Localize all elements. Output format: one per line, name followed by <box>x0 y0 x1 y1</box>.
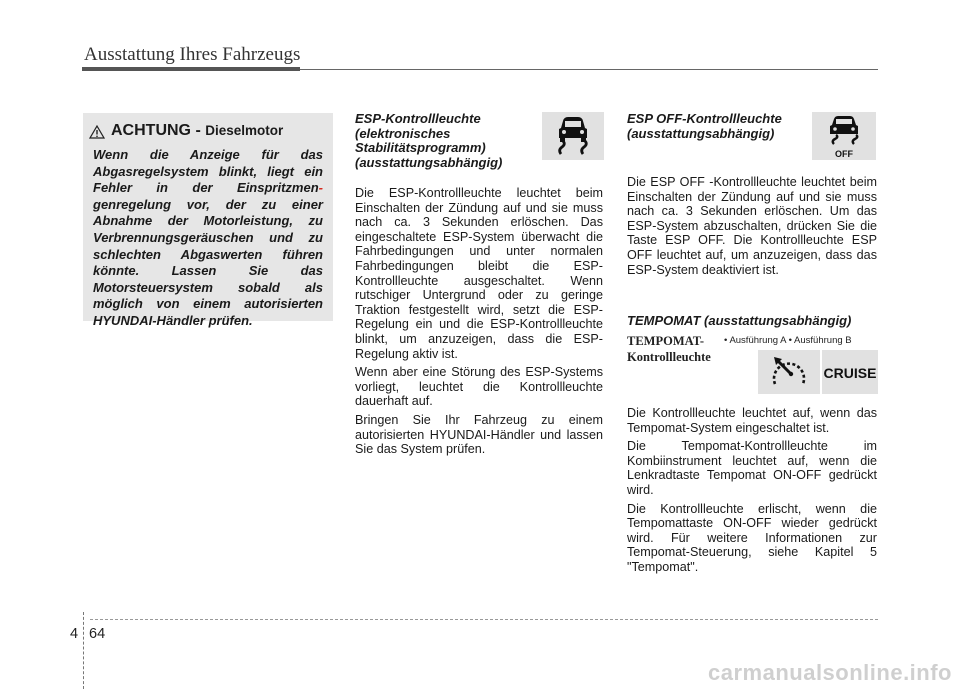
cruise-icon <box>822 350 878 394</box>
section-number: 4 <box>70 626 79 642</box>
speedometer-icon <box>758 350 820 394</box>
esp-heading-line3: Stabilitätsprogramm) <box>355 140 486 156</box>
caution-title-sub: Dieselmotor <box>205 123 284 138</box>
caution-text-part2: genregelung vor, der zu einer Abnahme der Motorleistung, zu Verbrennungsgeräuschen und zu schlechten Abgaswerten führen könnte. Lassen Sie das Motorsteuersystem sobald als möglich von einem autorisierten HYUNDAI-Händler prüfen. <box>93 196 323 328</box>
header-rule-thin <box>300 69 878 70</box>
caution-title-main: ACHTUNG - <box>111 122 206 139</box>
esp-heading-line4: (ausstattungsabhängig) <box>355 154 503 170</box>
caution-title <box>111 122 283 140</box>
tempomat-paragraph-2: Die Tempomat-Kontrollleuchte im Kombiinstrument leuchtet auf, wenn die Lenkradtaste Tempomat ON-OFF gedrückt wird. <box>627 439 877 497</box>
esp-paragraph-2: Wenn aber eine Störung des ESP-Systems vorliegt, leuchtet die Kontrollleuchte dauerhaft auf. <box>355 365 603 409</box>
tempomat-paragraph-1: Die Kontrollleuchte leuchtet auf, wenn das Tempomat-System eingeschaltet ist. <box>627 406 877 435</box>
caution-text <box>93 147 323 330</box>
caution-hyphen: - <box>318 180 323 196</box>
esp-paragraph-1: Die ESP-Kontrollleuchte leuchtet beim Einschalten der Zündung auf und sie muss nach ca. 3 Sekunden erlöschen. Das eingeschaltete ESP-System überwacht die Fahrbedingungen und unter normalen Fahrbedingungen bleibt die ESP-Kontrollleuchte ausgeschaltet. Wenn rutschiger Untergrund oder zu geringe Traktion festgestellt wird, setzt die ESP-Regelung ein und die ESP-Kontrollleuchte blinkt, um anzuzeigen, dass die ESP-Regelung aktiv ist. <box>355 186 603 361</box>
esp-heading-line1: ESP-Kontrollleuchte <box>355 111 481 126</box>
page-number: 64 <box>89 626 106 642</box>
esp-off-icon-label: OFF <box>835 149 853 159</box>
cruise-icon-label: CRUISE <box>823 365 877 381</box>
caution-text-part1: Wenn die Anzeige für das Abgasregelsystem blinkt, liegt ein Fehler in der Einspritzmen <box>93 147 323 196</box>
header-rule-thick <box>82 67 300 71</box>
tempomat-heading: TEMPOMAT (ausstattungsabhängig) <box>627 313 852 328</box>
footer-rule <box>90 619 878 620</box>
tempomat-variants: • Ausführung A • Ausführung B <box>724 335 852 346</box>
esp-paragraph-3: Bringen Sie Ihr Fahrzeug zu einem autorisierten HYUNDAI-Händler und lassen Sie das System prüfen. <box>355 412 603 457</box>
page-number-separator <box>83 612 84 689</box>
tempomat-body <box>627 406 877 579</box>
esp-off-heading <box>627 112 827 141</box>
esp-body <box>355 186 603 461</box>
caution-box <box>83 113 333 328</box>
watermark: carmanualsonline.info <box>708 660 952 685</box>
tempomat-label-line2: Kontrollleuchte <box>627 350 711 364</box>
tempomat-label <box>627 333 711 365</box>
tempomat-paragraph-3: Die Kontrollleuchte erlischt, wenn die Tempomattaste ON-OFF wieder gedrückt wird. Für weitere Informationen zur Tempomat-Steuerung, siehe Kapitel 5 "Tempomat". <box>627 501 877 574</box>
esp-off-paragraph-1: Die ESP OFF -Kontrollleuchte leuchtet beim Einschalten der Zündung auf und sie muss nach ca. 3 Sekunden erlöschen. Um das ESP-System abzuschalten, drücken Sie die Taste ESP OFF. Die Kontrollleuchte ESP OFF leuchtet auf, um anzuzeigen, dass das ESP-System deaktiviert ist. <box>627 175 877 277</box>
tempomat-label-line1: TEMPOMAT- <box>627 334 705 348</box>
esp-off-icon <box>812 112 876 160</box>
esp-off-body <box>627 175 877 277</box>
esp-off-heading-line2: (ausstattungsabhängig) <box>627 125 775 141</box>
esp-off-heading-line1: ESP OFF-Kontrollleuchte <box>627 111 782 126</box>
warning-triangle-icon <box>89 125 105 139</box>
page-header-title: Ausstattung Ihres Fahrzeugs <box>84 44 301 65</box>
esp-warning-icon <box>542 112 604 160</box>
esp-heading-line2: (elektronisches <box>355 125 451 141</box>
